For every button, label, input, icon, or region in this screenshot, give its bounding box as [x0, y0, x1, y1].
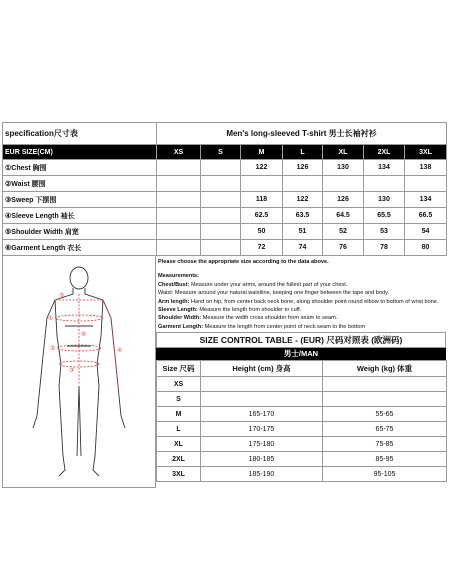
size-control-row	[157, 392, 447, 407]
col-size: Size 尺码	[157, 361, 201, 377]
size-control-size: L	[157, 422, 201, 437]
spec-body	[3, 160, 447, 256]
spec-cell: 51	[283, 224, 323, 240]
size-control-height: 175-180	[201, 437, 323, 452]
marker-waist: ②	[50, 346, 56, 352]
size-col: 3XL	[405, 145, 447, 160]
marker-length: ⑥	[81, 332, 87, 338]
spec-cell	[201, 176, 241, 192]
note-item: Shoulder Width: Measure the width cross shoulder from seam to seam.	[158, 315, 338, 322]
spec-cell	[201, 240, 241, 256]
spec-row-label: ④Sleeve Length 袖长	[3, 208, 157, 224]
spec-header-label: EUR SIZE(CM)	[3, 145, 157, 160]
spec-cell: 66.5	[405, 208, 447, 224]
size-control-weight: 95-105	[323, 467, 447, 482]
note-item: Sleeve Length: Measure the length from shoulder to cuff.	[158, 307, 302, 314]
spec-cell	[157, 208, 201, 224]
spec-cell: 130	[323, 160, 364, 176]
right-panel	[156, 256, 446, 488]
spec-row	[3, 160, 447, 176]
size-control-height: 170-175	[201, 422, 323, 437]
size-chart-sheet	[2, 122, 446, 488]
size-control-row	[157, 467, 447, 482]
spec-cell: 134	[364, 160, 405, 176]
size-control-body	[157, 377, 447, 482]
spec-cell	[201, 224, 241, 240]
size-control-row	[157, 437, 447, 452]
spec-cell: 53	[364, 224, 405, 240]
spec-row	[3, 240, 447, 256]
spec-row-label: ②Waist 腰围	[3, 176, 157, 192]
size-control-size: 2XL	[157, 452, 201, 467]
spec-cell: 54	[405, 224, 447, 240]
spec-row	[3, 208, 447, 224]
marker-chest: ①	[48, 316, 54, 322]
size-control-size: XL	[157, 437, 201, 452]
spec-cell: 122	[241, 160, 283, 176]
spec-cell: 62.5	[241, 208, 283, 224]
spec-row	[3, 176, 447, 192]
col-height: Height (cm) 身高	[201, 361, 323, 377]
notes-intro: Please choose the appropriate size according to the data above.	[158, 259, 329, 265]
size-col: L	[283, 145, 323, 160]
marker-sleeve: ④	[117, 348, 123, 354]
size-control-height: 185-190	[201, 467, 323, 482]
spec-row	[3, 224, 447, 240]
spec-cell: 72	[241, 240, 283, 256]
spec-cell	[405, 176, 447, 192]
lower-section	[2, 256, 446, 488]
size-col: S	[201, 145, 241, 160]
body-figure	[2, 256, 156, 488]
size-col: M	[241, 145, 283, 160]
spec-cell	[201, 208, 241, 224]
spec-cell	[201, 160, 241, 176]
section-man: 男士/MAN	[156, 348, 446, 360]
title-row	[3, 123, 447, 145]
size-control-row	[157, 452, 447, 467]
size-control-height: 180-185	[201, 452, 323, 467]
product-title: Men's long-sleeved T-shirt 男士长袖衬衫	[157, 123, 447, 145]
size-control-height	[201, 377, 323, 392]
spec-cell	[283, 176, 323, 192]
size-control-row	[157, 377, 447, 392]
spec-cell: 50	[241, 224, 283, 240]
size-control-header	[157, 361, 447, 377]
spec-cell: 126	[283, 160, 323, 176]
note-item: Garment Length: Measure the length from center point of neck seam to the bottom	[158, 323, 366, 330]
note-item: Waist: Measure around your natural waistline, keeping one finger between the tape and body.	[158, 290, 390, 297]
spec-cell: 78	[364, 240, 405, 256]
spec-cell: 76	[323, 240, 364, 256]
size-col: 2XL	[364, 145, 405, 160]
spec-cell: 64.5	[323, 208, 364, 224]
marker-sweep: ③	[69, 368, 75, 374]
spec-cell	[241, 176, 283, 192]
spec-cell: 130	[364, 192, 405, 208]
spec-cell: 118	[241, 192, 283, 208]
spec-cell: 63.5	[283, 208, 323, 224]
size-control-row	[157, 422, 447, 437]
spec-cell: 126	[323, 192, 364, 208]
note-item: Arm length: Hand on hip, from center back neck bone, along shoulder point round elbow to bottom of wrist bone.	[158, 298, 439, 305]
marker-shoulder: ⑤	[59, 293, 65, 299]
size-col: XL	[323, 145, 364, 160]
spec-label: specification尺寸表	[3, 123, 157, 145]
size-control-height	[201, 392, 323, 407]
size-control-size: M	[157, 407, 201, 422]
size-control-weight: 85-95	[323, 452, 447, 467]
size-control-weight: 65-75	[323, 422, 447, 437]
spec-row-label: ⑤Shoulder Width 肩宽	[3, 224, 157, 240]
col-weight: Weigh (kg) 体重	[323, 361, 447, 377]
spec-cell: 80	[405, 240, 447, 256]
size-control-weight: 55-65	[323, 407, 447, 422]
size-control-table	[156, 360, 447, 482]
size-control-size: XS	[157, 377, 201, 392]
size-control-height: 165-170	[201, 407, 323, 422]
spec-cell	[157, 160, 201, 176]
spec-cell	[157, 224, 201, 240]
size-control-size: S	[157, 392, 201, 407]
size-control-title: SIZE CONTROL TABLE - (EUR) 尺码对照表 (欧洲码)	[156, 332, 446, 348]
spec-table	[2, 122, 447, 256]
spec-cell	[157, 240, 201, 256]
note-item: Chest/Bust: Measure under your arms, around the fullest part of your chest.	[158, 281, 348, 288]
measurement-figure-icon	[3, 256, 155, 486]
spec-cell: 74	[283, 240, 323, 256]
spec-cell	[157, 192, 201, 208]
spec-header-row	[3, 145, 447, 160]
spec-cell: 122	[283, 192, 323, 208]
size-control-weight	[323, 377, 447, 392]
size-col: XS	[157, 145, 201, 160]
size-control-row	[157, 407, 447, 422]
size-control-size: 3XL	[157, 467, 201, 482]
spec-cell: 65.5	[364, 208, 405, 224]
spec-cell	[323, 176, 364, 192]
spec-row	[3, 192, 447, 208]
spec-row-label: ③Sweep 下摆围	[3, 192, 157, 208]
spec-cell: 52	[323, 224, 364, 240]
spec-row-label: ①Chest 胸围	[3, 160, 157, 176]
spec-row-label: ⑥Garment Length 衣长	[3, 240, 157, 256]
size-control-weight	[323, 392, 447, 407]
spec-cell: 138	[405, 160, 447, 176]
spec-cell	[157, 176, 201, 192]
spec-cell	[364, 176, 405, 192]
size-control-weight: 75-85	[323, 437, 447, 452]
measurement-notes	[156, 256, 446, 332]
notes-heading: Measurements:	[158, 273, 200, 280]
spec-cell	[201, 192, 241, 208]
spec-cell: 134	[405, 192, 447, 208]
